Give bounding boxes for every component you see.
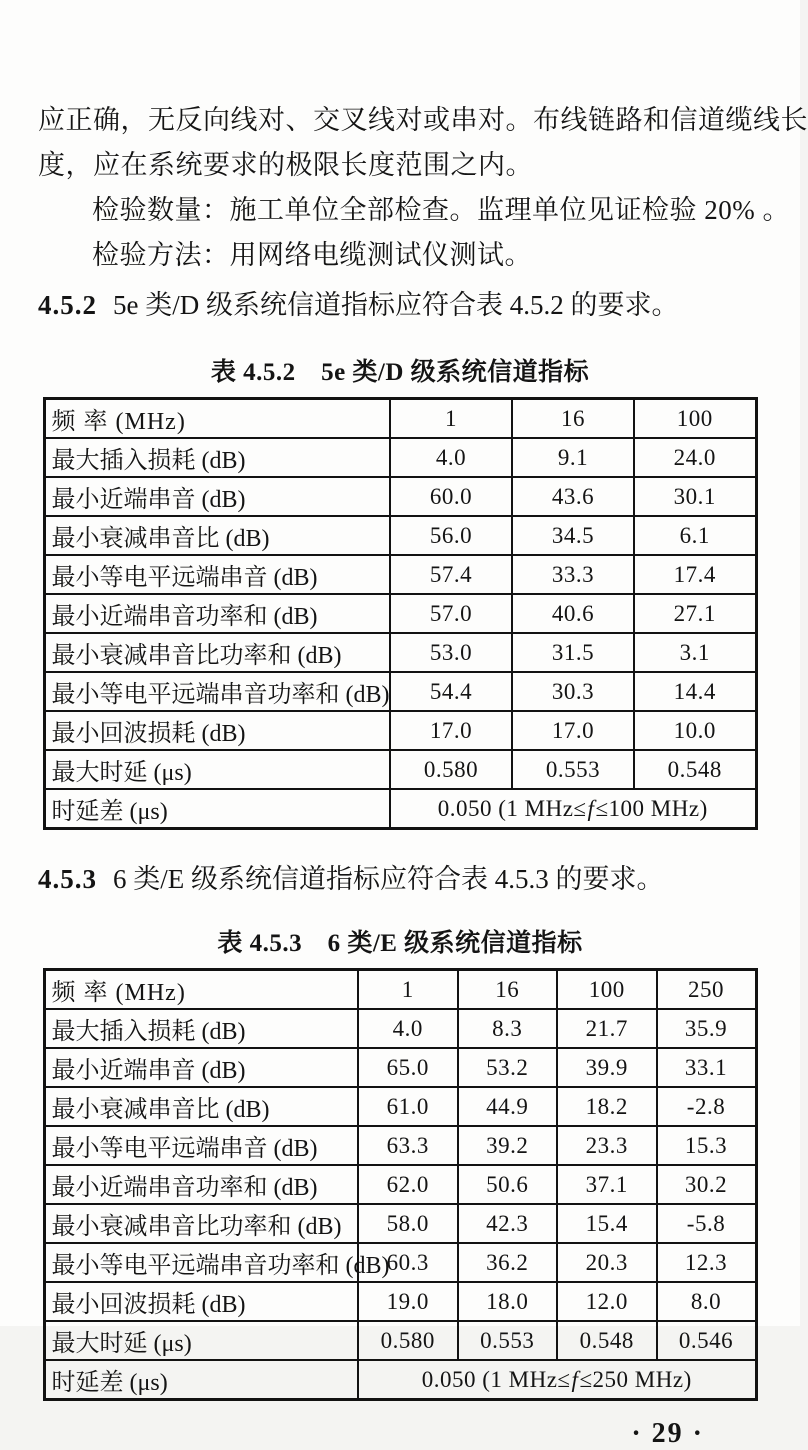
value-cell: 37.1 <box>557 1165 657 1204</box>
table-body <box>44 1009 756 1400</box>
value-cell: 3.1 <box>634 633 756 672</box>
table-row <box>44 1321 756 1360</box>
row-label-cell: 最小等电平远端串音 (dB) <box>44 555 390 594</box>
section-4-5-2-heading <box>38 283 762 327</box>
table-4-5-3-caption: 表 4.5.3 6 类/E 级系统信道指标 <box>217 930 583 957</box>
value-cell: 0.580 <box>358 1321 458 1360</box>
header-label-cell: 频 率 (MHz) <box>44 399 390 439</box>
value-cell: -2.8 <box>657 1087 757 1126</box>
page-number: · 29 · <box>631 1418 704 1449</box>
value-cell: 12.0 <box>557 1282 657 1321</box>
value-cell: 15.3 <box>657 1126 757 1165</box>
value-cell: 39.9 <box>557 1048 657 1087</box>
table-row <box>44 1087 756 1126</box>
row-label-cell: 最小等电平远端串音功率和 (dB) <box>44 672 390 711</box>
value-cell: 30.3 <box>512 672 634 711</box>
table-row <box>44 672 756 711</box>
delay-skew-suffix: ≤250 MHz) <box>579 1366 692 1392</box>
delay-skew-prefix: 0.050 (1 MHz≤ <box>421 1366 571 1392</box>
row-label-cell: 最大时延 (μs) <box>44 1321 358 1360</box>
value-cell: 0.553 <box>512 750 634 789</box>
value-cell: -5.8 <box>657 1204 757 1243</box>
row-label-cell: 最小近端串音功率和 (dB) <box>44 594 390 633</box>
table-4-5-2 <box>43 397 758 830</box>
table-row <box>44 438 756 477</box>
table-row <box>44 555 756 594</box>
value-cell: 19.0 <box>358 1282 458 1321</box>
table-row <box>44 633 756 672</box>
intro-paragraph-line-1: 应正确，无反向线对、交叉线对或串对。布线链路和信道缆线长 <box>38 105 808 135</box>
value-cell: 8.3 <box>458 1009 558 1048</box>
row-label-cell: 时延差 (μs) <box>44 1360 358 1400</box>
value-cell: 34.5 <box>512 516 634 555</box>
row-label-cell: 最小近端串音 (dB) <box>44 1048 358 1087</box>
check-quantity-line: 检验数量：施工单位全部检查。监理单位见证检验 20% 。 <box>92 195 790 225</box>
table-row <box>44 1282 756 1321</box>
table-header-row <box>44 970 756 1010</box>
section-4-5-3-heading <box>38 857 762 901</box>
header-label-cell: 频 率 (MHz) <box>44 970 358 1010</box>
value-cell: 65.0 <box>358 1048 458 1087</box>
value-cell: 12.3 <box>657 1243 757 1282</box>
value-cell: 31.5 <box>512 633 634 672</box>
value-cell: 39.2 <box>458 1126 558 1165</box>
value-cell: 63.3 <box>358 1126 458 1165</box>
value-cell: 54.4 <box>390 672 512 711</box>
table-4-5-2-caption: 表 4.5.2 5e 类/D 级系统信道指标 <box>210 359 590 386</box>
section-4-5-2-number: 4.5.2 <box>38 290 97 320</box>
table-footer-row <box>44 789 756 829</box>
row-label-cell: 最小回波损耗 (dB) <box>44 711 390 750</box>
row-label-cell: 最小等电平远端串音功率和 (dB) <box>44 1243 358 1282</box>
check-method-line: 检验方法：用网络电缆测试仪测试。 <box>92 240 532 270</box>
delay-skew-suffix: ≤100 MHz) <box>595 795 708 821</box>
table-row <box>44 1009 756 1048</box>
value-cell: 50.6 <box>458 1165 558 1204</box>
value-cell: 43.6 <box>512 477 634 516</box>
value-cell: 60.3 <box>358 1243 458 1282</box>
value-cell: 4.0 <box>358 1009 458 1048</box>
table-header-row <box>44 399 756 439</box>
header-frequency-cell: 100 <box>557 970 657 1010</box>
value-cell: 62.0 <box>358 1165 458 1204</box>
table-body <box>44 438 756 829</box>
value-cell: 53.2 <box>458 1048 558 1087</box>
value-cell: 36.2 <box>458 1243 558 1282</box>
table-row <box>44 1243 756 1282</box>
value-cell: 15.4 <box>557 1204 657 1243</box>
row-label-cell: 最小衰减串音比功率和 (dB) <box>44 1204 358 1243</box>
section-4-5-2-title: 5e 类/D 级系统信道指标应符合表 4.5.2 的要求。 <box>113 290 679 320</box>
value-cell: 58.0 <box>358 1204 458 1243</box>
table-row <box>44 1126 756 1165</box>
row-label-cell: 时延差 (μs) <box>44 789 390 829</box>
table-row <box>44 711 756 750</box>
table-row <box>44 750 756 789</box>
frequency-variable: f <box>571 1366 579 1392</box>
table-row <box>44 1048 756 1087</box>
table-head <box>44 399 756 439</box>
value-cell: 44.9 <box>458 1087 558 1126</box>
value-cell: 21.7 <box>557 1009 657 1048</box>
header-frequency-cell: 250 <box>657 970 757 1010</box>
value-cell: 17.0 <box>390 711 512 750</box>
table-row <box>44 477 756 516</box>
row-label-cell: 最大时延 (μs) <box>44 750 390 789</box>
value-cell: 4.0 <box>390 438 512 477</box>
value-cell: 9.1 <box>512 438 634 477</box>
section-4-5-3-number: 4.5.3 <box>38 864 97 894</box>
value-cell: 30.2 <box>657 1165 757 1204</box>
header-frequency-cell: 1 <box>390 399 512 439</box>
value-cell: 17.0 <box>512 711 634 750</box>
value-cell: 33.1 <box>657 1048 757 1087</box>
value-cell: 0.546 <box>657 1321 757 1360</box>
value-cell: 0.580 <box>390 750 512 789</box>
frequency-variable: f <box>587 795 595 821</box>
value-cell: 23.3 <box>557 1126 657 1165</box>
value-cell: 57.0 <box>390 594 512 633</box>
value-cell: 53.0 <box>390 633 512 672</box>
delay-skew-prefix: 0.050 (1 MHz≤ <box>437 795 587 821</box>
value-cell: 18.2 <box>557 1087 657 1126</box>
intro-paragraph-line-2: 度，应在系统要求的极限长度范围之内。 <box>38 150 533 180</box>
value-cell: 0.548 <box>634 750 756 789</box>
row-label-cell: 最大插入损耗 (dB) <box>44 1009 358 1048</box>
table-row <box>44 1165 756 1204</box>
row-label-cell: 最小回波损耗 (dB) <box>44 1282 358 1321</box>
header-frequency-cell: 100 <box>634 399 756 439</box>
value-cell: 8.0 <box>657 1282 757 1321</box>
value-cell: 60.0 <box>390 477 512 516</box>
value-cell: 42.3 <box>458 1204 558 1243</box>
value-cell: 40.6 <box>512 594 634 633</box>
value-cell: 18.0 <box>458 1282 558 1321</box>
value-cell: 20.3 <box>557 1243 657 1282</box>
table-footer-row <box>44 1360 756 1400</box>
value-cell: 24.0 <box>634 438 756 477</box>
value-cell: 0.548 <box>557 1321 657 1360</box>
section-4-5-3-title: 6 类/E 级系统信道指标应符合表 4.5.3 的要求。 <box>113 864 664 894</box>
row-label-cell: 最小衰减串音比功率和 (dB) <box>44 633 390 672</box>
delay-skew-value-cell <box>358 1360 756 1400</box>
table-row <box>44 1204 756 1243</box>
value-cell: 0.553 <box>458 1321 558 1360</box>
table-head <box>44 970 756 1010</box>
delay-skew-value-cell <box>390 789 756 829</box>
header-frequency-cell: 16 <box>512 399 634 439</box>
value-cell: 56.0 <box>390 516 512 555</box>
value-cell: 30.1 <box>634 477 756 516</box>
header-frequency-cell: 1 <box>358 970 458 1010</box>
value-cell: 14.4 <box>634 672 756 711</box>
value-cell: 61.0 <box>358 1087 458 1126</box>
table-row <box>44 516 756 555</box>
value-cell: 10.0 <box>634 711 756 750</box>
row-label-cell: 最大插入损耗 (dB) <box>44 438 390 477</box>
table-4-5-3 <box>43 968 758 1401</box>
row-label-cell: 最小衰减串音比 (dB) <box>44 1087 358 1126</box>
value-cell: 17.4 <box>634 555 756 594</box>
header-frequency-cell: 16 <box>458 970 558 1010</box>
row-label-cell: 最小近端串音 (dB) <box>44 477 390 516</box>
table-row <box>44 594 756 633</box>
row-label-cell: 最小近端串音功率和 (dB) <box>44 1165 358 1204</box>
value-cell: 27.1 <box>634 594 756 633</box>
value-cell: 57.4 <box>390 555 512 594</box>
row-label-cell: 最小衰减串音比 (dB) <box>44 516 390 555</box>
value-cell: 33.3 <box>512 555 634 594</box>
value-cell: 6.1 <box>634 516 756 555</box>
value-cell: 35.9 <box>657 1009 757 1048</box>
row-label-cell: 最小等电平远端串音 (dB) <box>44 1126 358 1165</box>
